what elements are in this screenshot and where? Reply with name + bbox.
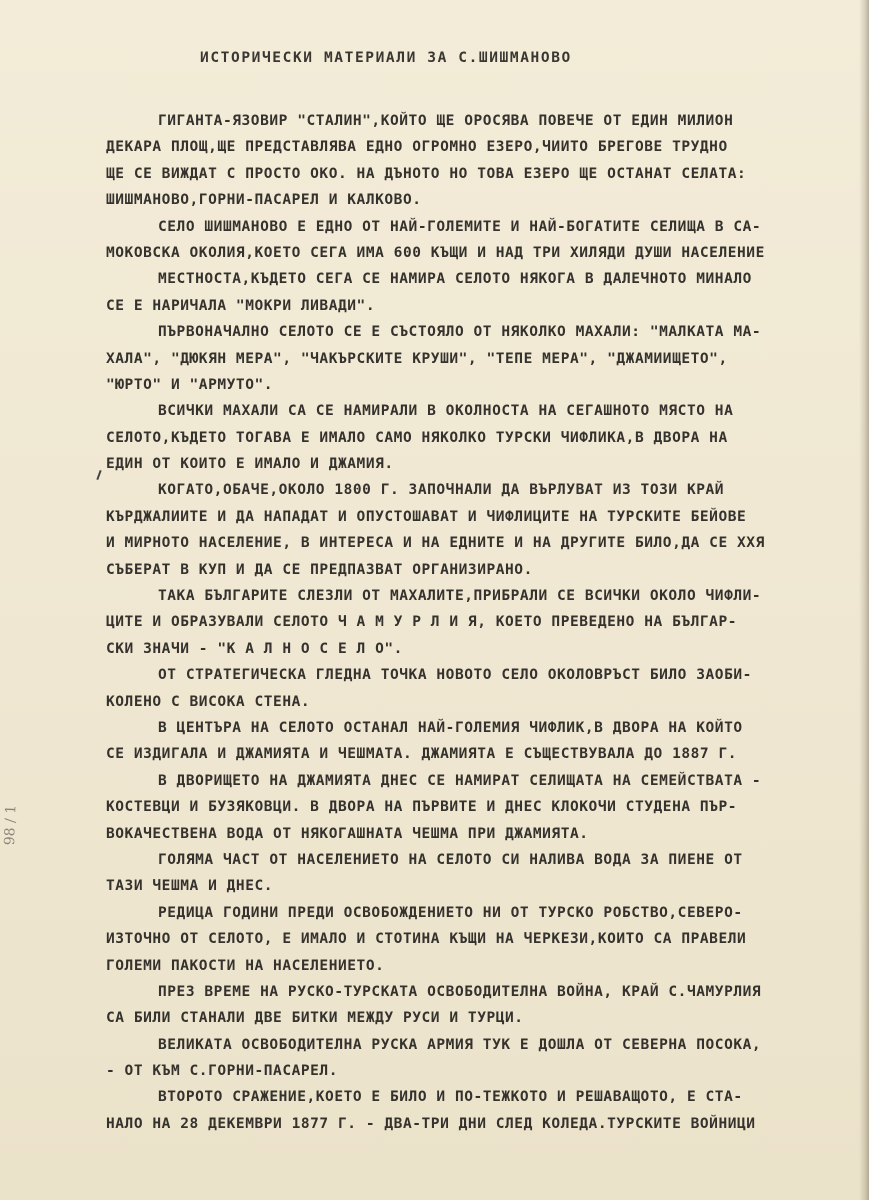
text-line: ПРЕЗ ВРЕМЕ НА РУСКО-ТУРСКАТА ОСВОБОДИТЕЛНА ВОЙНА, КРАЙ С.ЧАМУРЛИЯ [158, 983, 762, 1000]
text-line: РЕДИЦА ГОДИНИ ПРЕДИ ОСВОБОЖДЕНИЕТО НИ ОТ ТУРСКО РОБСТВО,СЕВЕРО- [158, 904, 743, 921]
text-line: СЕ Е НАРИЧАЛА "МОКРИ ЛИВАДИ". [106, 297, 376, 314]
text-line: ИЗТОЧНО ОТ СЕЛОТО, Е ИМАЛО И СТОТИНА КЪЩИ НА ЧЕРКЕЗИ,КОИТО СА ПРАВЕЛИ [106, 931, 747, 948]
margin-pencil-note: 98 / 1 [2, 804, 20, 846]
text-line: КОЛЕНО С ВИСОКА СТЕНА. [106, 693, 311, 710]
text-line: ПЪРВОНАЧАЛНО СЕЛОТО СЕ Е СЪСТОЯЛО ОТ НЯКОЛКО МАХАЛИ: "МАЛКАТА МА- [158, 324, 762, 341]
text-line: ГОЛЕМИ ПАКОСТИ НА НАСЕЛЕНИЕТО. [106, 957, 385, 974]
text-line: НАЛО НА 28 ДЕКЕМВРИ 1877 Г. - ДВА-ТРИ ДНИ СЛЕД КОЛЕДА.ТУРСКИТЕ ВОЙНИЦИ [106, 1115, 756, 1132]
text-line: ЕДИН ОТ КОИТО Е ИМАЛО И ДЖАМИЯ. [106, 456, 394, 473]
document-body [106, 108, 856, 1137]
text-line: ВЕЛИКАТА ОСВОБОДИТЕЛНА РУСКА АРМИЯ ТУК Е ДОШЛА ОТ СЕВЕРНА ПОСОКА, [158, 1036, 762, 1053]
text-line: МЕСТНОСТА,КЪДЕТО СЕГА СЕ НАМИРА СЕЛОТО НЯКОГА В ДАЛЕЧНОТО МИНАЛО [158, 271, 752, 288]
text-line: СЪБЕРАТ В КУП И ДА СЕ ПРЕДПАЗВАТ ОРГАНИЗИРАНО. [106, 561, 533, 578]
text-line: ОТ СТРАТЕГИЧЕСКА ГЛЕДНА ТОЧКА НОВОТО СЕЛО ОКОЛОВРЪСТ БИЛО ЗАОБИ- [158, 667, 752, 684]
text-line: КОСТЕВЦИ И БУЗЯКОВЦИ. В ДВОРА НА ПЪРВИТЕ И ДНЕС КЛОКОЧИ СТУДЕНА ПЪР- [106, 799, 738, 816]
text-line: ЦИТЕ И ОБРАЗУВАЛИ СЕЛОТО Ч А М У Р Л И Я, КОЕТО ПРЕВЕДЕНО НА БЪЛГАР- [106, 614, 738, 631]
page-edge-shadow [859, 0, 869, 1200]
text-line: СЕ ИЗДИГАЛА И ДЖАМИЯТА И ЧЕШМАТА. ДЖАМИЯТА Е СЪЩЕСТВУВАЛА ДО 1887 Г. [106, 746, 738, 763]
text-line: В ЦЕНТЪРА НА СЕЛОТО ОСТАНАЛ НАЙ-ГОЛЕМИЯ ЧИФЛИК,В ДВОРА НА КОЙТО [158, 719, 743, 736]
text-line: И МИРНОТО НАСЕЛЕНИЕ, В ИНТЕРЕСА И НА ЕДНИТЕ И НА ДРУГИТЕ БИЛО,ДА СЕ ХХЯ [106, 535, 765, 552]
text-line: "ЮРТО" И "АРМУТО". [106, 376, 274, 393]
text-line: МОКОВСКА ОКОЛИЯ,КОЕТО СЕГА ИМА 600 КЪЩИ И НАД ТРИ ХИЛЯДИ ДУШИ НАСЕЛЕНИЕ [106, 244, 765, 261]
margin-pen-mark [96, 470, 101, 480]
text-line: КОГАТО,ОБАЧЕ,ОКОЛО 1800 Г. ЗАПОЧНАЛИ ДА ВЪРЛУВАТ ИЗ ТОЗИ КРАЙ [158, 482, 725, 499]
text-line: В ДВОРИЩЕТО НА ДЖАМИЯТА ДНЕС СЕ НАМИРАТ СЕЛИЩАТА НА СЕМЕЙСТВАТА - [158, 772, 762, 789]
text-line: СА БИЛИ СТАНАЛИ ДВЕ БИТКИ МЕЖДУ РУСИ И ТУРЦИ. [106, 1010, 524, 1027]
text-line: ГОЛЯМА ЧАСТ ОТ НАСЕЛЕНИЕТО НА СЕЛОТО СИ НАЛИВА ВОДА ЗА ПИЕНЕ ОТ [158, 851, 743, 868]
text-line: ВТОРОТО СРАЖЕНИЕ,КОЕТО Е БИЛО И ПО-ТЕЖКОТО И РЕШАВАЩОТО, Е СТА- [158, 1089, 743, 1106]
text-line: - ОТ КЪМ С.ГОРНИ-ПАСАРЕЛ. [106, 1063, 338, 1080]
text-line: ХАЛА", "ДЮКЯН МЕРА", "ЧАКЪРСКИТЕ КРУШИ", "ТЕПЕ МЕРА", "ДЖАМИИЩЕТО", [106, 350, 728, 367]
text-line: ШИШМАНОВО,ГОРНИ-ПАСАРЕЛ И КАЛКОВО. [106, 192, 422, 209]
text-line: ГИГАНТА-ЯЗОВИР "СТАЛИН",КОЙТО ЩЕ ОРОСЯВА ПОВЕЧЕ ОТ ЕДИН МИЛИОН [158, 113, 734, 129]
text-line: ЩЕ СЕ ВИЖДАТ С ПРОСТО ОКО. НА ДЪНОТО НО ТОВА ЕЗЕРО ЩЕ ОСТАНАТ СЕЛАТА: [106, 165, 747, 182]
text-line: ВОКАЧЕСТВЕНА ВОДА ОТ НЯКОГАШНАТА ЧЕШМА ПРИ ДЖАМИЯТА. [106, 825, 589, 842]
text-line: ДЕКАРА ПЛОЩ,ЩЕ ПРЕДСТАВЛЯВА ЕДНО ОГРОМНО ЕЗЕРО,ЧИИТО БРЕГОВЕ ТРУДНО [106, 139, 728, 156]
text-line: СКИ ЗНАЧИ - "К А Л Н О С Е Л О". [106, 640, 403, 657]
document-title: ИСТОРИЧЕСКИ МАТЕРИАЛИ ЗА С.ШИШМАНОВО [200, 50, 572, 66]
text-line: ТАЗИ ЧЕШМА И ДНЕС. [106, 878, 274, 895]
text-line: ТАКА БЪЛГАРИТЕ СЛЕЗЛИ ОТ МАХАЛИТЕ,ПРИБРАЛИ СЕ ВСИЧКИ ОКОЛО ЧИФЛИ- [158, 588, 762, 605]
text-line: СЕЛОТО,КЪДЕТО ТОГАВА Е ИМАЛО САМО НЯКОЛКО ТУРСКИ ЧИФЛИКА,В ДВОРА НА [106, 429, 728, 446]
text-line: ВСИЧКИ МАХАЛИ СА СЕ НАМИРАЛИ В ОКОЛНОСТА НА СЕГАШНОТО МЯСТО НА [158, 403, 734, 420]
text-line: КЪРДЖАЛИИТЕ И ДА НАПАДАТ И ОПУСТОШАВАТ И ЧИФЛИЦИТЕ НА ТУРСКИТЕ БЕЙОВЕ [106, 508, 747, 525]
text-line: СЕЛО ШИШМАНОВО Е ЕДНО ОТ НАЙ-ГОЛЕМИТЕ И НАЙ-БОГАТИТЕ СЕЛИЩА В СА- [158, 218, 762, 235]
